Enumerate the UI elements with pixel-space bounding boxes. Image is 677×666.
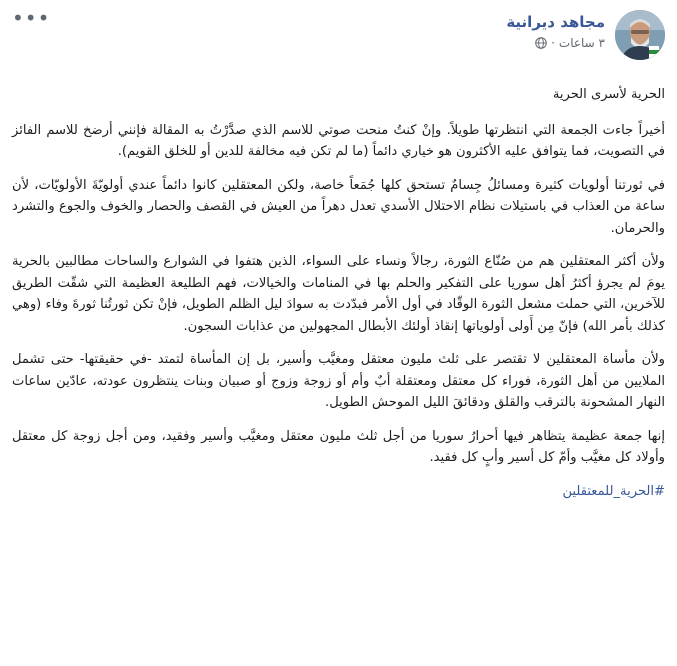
- author-name[interactable]: مجاهد ديرانية: [506, 13, 605, 31]
- post-meta: [506, 10, 605, 50]
- post-paragraph: ولأن أكثر المعتقلين هم من صُنّاع الثورة، رجالاً ونساء على السواء، الذين هتفوا في الشوارع والساحات مطالبين بالحرية يومَ لم يجرؤ أكثرُ أهل سوريا على التفكير والحلم بها في المنامات والخيالات، فهم الطليعة العظيمة التي شقّت الطريق للآخرين، التي حملت مشعل الثورة الوقّاد في أول الأمر فبدّدت به سوادَ ليل الظلم الطويل، فإنْ تكن ثورتُنا ثورةَ وفاء (وهي كذلك بأمر الله) فإنّ مِن أَولى أولوياتها إنقاذ أولئك الأبطال المجهولين من عذابات السجون.: [12, 254, 665, 334]
- post-paragraph: ولأن مأساة المعتقلين لا تقتصر على ثلث مليون معتقل ومغيَّب وأسير، بل إن المأساة لتمتد -في حقيقتها- حتى تشمل الملايين من أهل الثورة، فوراء كل معتقل ومعتقلة أبٌ وأم أو زوجة وزوج أو صبيان وبنات ينتظرون عودته، عادّين ساعات النهار المشحونة بالترقب والقلق ودقائقَ الليل الموحش الطويل.: [12, 352, 665, 410]
- hashtag-link[interactable]: #الحرية_للمعتقلين: [562, 483, 665, 499]
- post-header: [12, 6, 665, 68]
- post-paragraph: أخيراً جاءت الجمعة التي انتظرتها طويلاً. وإنْ كنتُ منحت صوتي للاسم الذي صدَّرْتُ به المقالة فإنني أرضخ للاسم الفائز في التصويت، فما يتوافق عليه الأكثرون هو خياري دائماً (ما لم تكن فيه مخالفة للدين أو للخلق القويم).: [12, 122, 665, 159]
- globe-icon[interactable]: [535, 37, 547, 49]
- post-time[interactable]: ٣ ساعات: [558, 36, 605, 50]
- post-subline: [506, 36, 605, 50]
- post-paragraph: في ثورتنا أولويات كثيرة ومسائلُ جِسامٌ تستحق كلها جُمَعاً خاصة، ولكن المعتقلين كانوا دائماً عندي أولويّةَ الأولويّات، لأن ساعة من العذاب في باستيلات نظام الاحتلال الأسدي تعدل دهراً من العيش في القصف والحصار والخوف والجوع والتشرد والحرمان.: [12, 177, 665, 236]
- more-options-icon[interactable]: •••: [12, 6, 51, 30]
- avatar[interactable]: [615, 10, 665, 60]
- post-title: الحرية لأسرى الحرية: [552, 87, 665, 102]
- post-paragraph: إنها جمعة عظيمة يتظاهر فيها أحرارُ سوريا من أجل ثلث مليون معتقل ومغيَّب وأسير وفقيد، ومن أجل زوجة كل معتقل وأولاد كل مغيَّب وأمّ كل أسير وأبٍ كل فقيد.: [12, 428, 665, 465]
- separator-dot: ·: [551, 36, 555, 50]
- post-body: [12, 84, 665, 502]
- avatar-photo: [615, 10, 665, 60]
